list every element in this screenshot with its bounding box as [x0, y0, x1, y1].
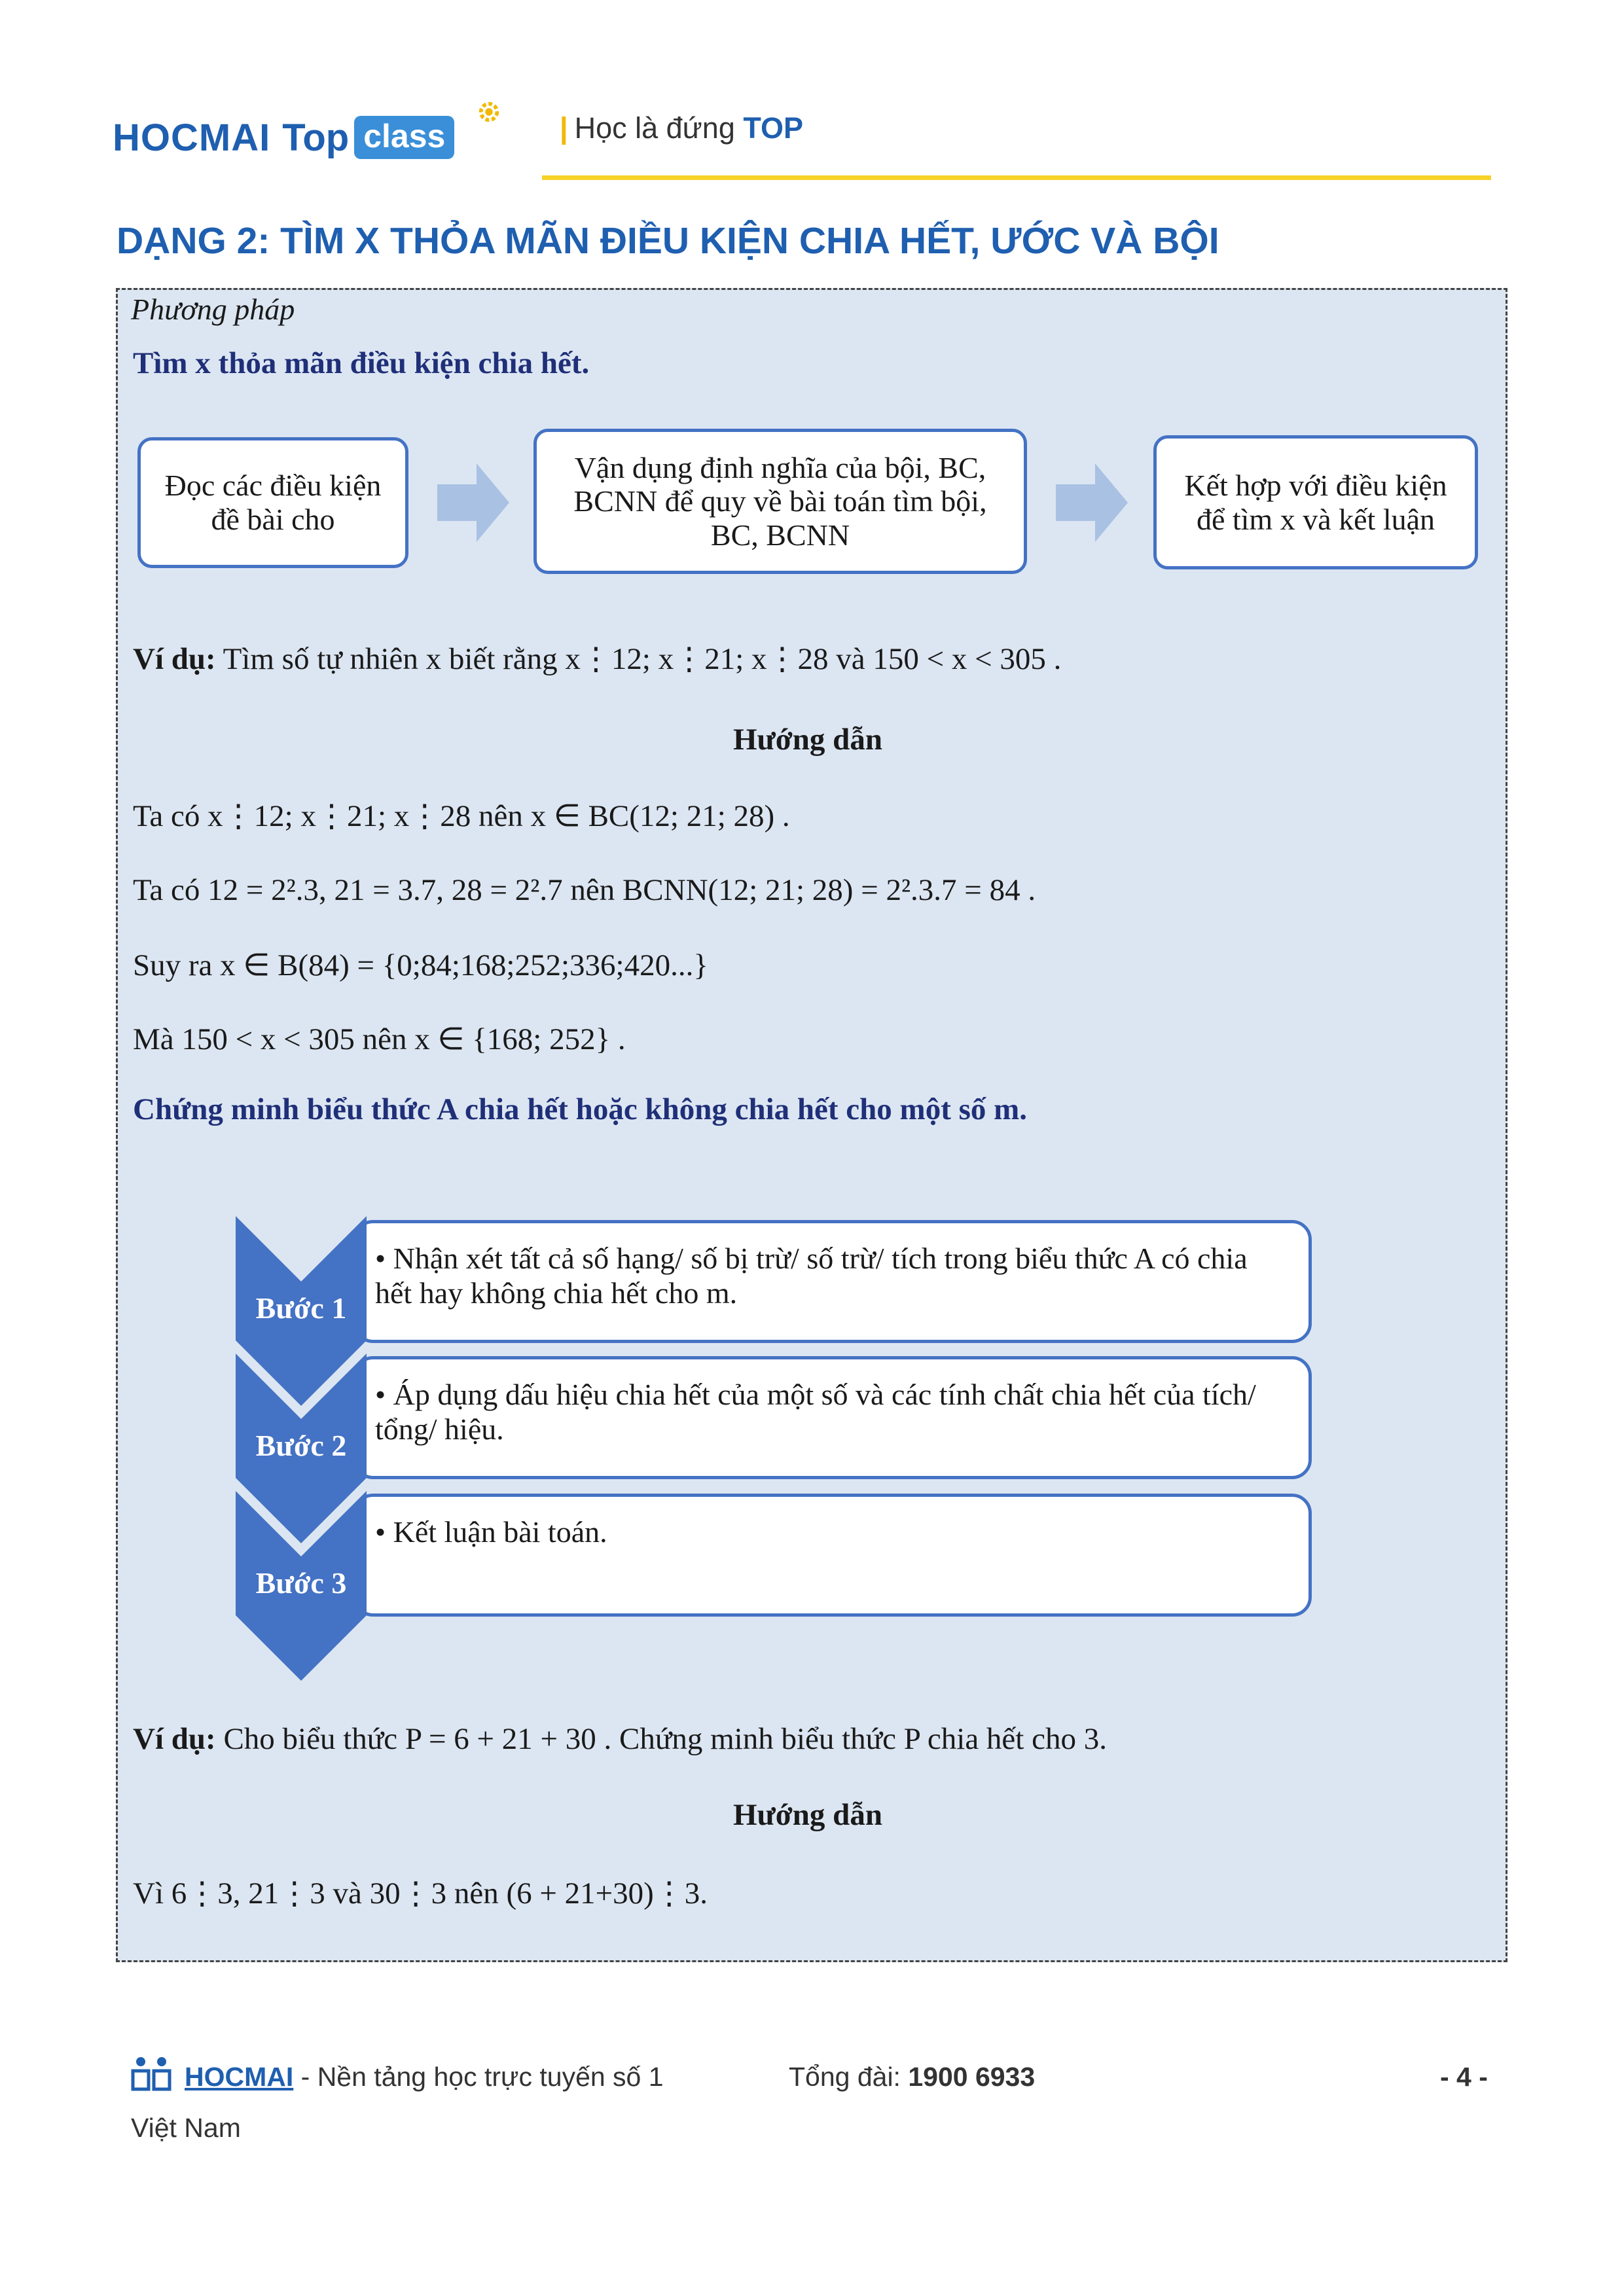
- flow-step-2: [533, 429, 1027, 574]
- flow-step-2-text: Vận dụng định nghĩa của bội, BC, BCNN để quy về bài toán tìm bội, BC, BCNN: [573, 450, 987, 552]
- page-number: - 4 -: [1440, 2062, 1488, 2092]
- section1-heading: Tìm x thỏa mãn điều kiện chia hết.: [133, 346, 590, 380]
- section2-heading: Chứng minh biểu thức A chia hết hoặc không chia hết cho một số m.: [133, 1092, 1028, 1126]
- hotline-label: Tổng đài:: [789, 2062, 909, 2092]
- logo-class-text: class: [354, 116, 454, 159]
- footer-slogan-line2: Việt Nam: [131, 2113, 241, 2143]
- hotline-number: 1900 6933: [908, 2062, 1036, 2092]
- footer-brand-line: [185, 2062, 664, 2092]
- logo-hocmai-text: HOCMAI: [113, 116, 271, 159]
- solution2: Vì 6⋮3, 21⋮3 và 30⋮3 nên (6 + 21+30)⋮3.: [133, 1876, 708, 1910]
- flow-step-3: [1153, 435, 1478, 569]
- tagline-top: TOP: [743, 111, 804, 145]
- header-tagline: [560, 111, 803, 145]
- solution1-line-1: Ta có x⋮12; x⋮21; x⋮28 nên x ∈ BC(12; 21; 28) .: [133, 799, 790, 833]
- method-label: Phương pháp: [131, 293, 295, 326]
- header-divider-line: [542, 175, 1491, 180]
- hocmai-topclass-logo: [113, 105, 454, 170]
- guide-label-2: Hướng dẫn: [733, 1798, 882, 1832]
- step-1-card: [353, 1220, 1312, 1343]
- footer-brand-link[interactable]: HOCMAI: [185, 2062, 294, 2092]
- hocmai-small-logo-icon: [129, 2055, 176, 2094]
- example2-label: Ví dụ:: [133, 1722, 216, 1756]
- arrow-right-icon: [437, 463, 509, 542]
- step-2-label: Bước 2: [255, 1429, 347, 1462]
- guide-label-1: Hướng dẫn: [733, 723, 882, 757]
- footer-slogan: - Nền tảng học trực tuyến số 1: [293, 2062, 664, 2092]
- example1-text: Tìm số tự nhiên x biết rằng x⋮12; x⋮21; x⋮28 và 150 < x < 305 .: [223, 642, 1062, 676]
- step-2-text: • Áp dụng dấu hiệu chia hết của một số và các tính chất chia hết của tích/ tổng/ hiệu.: [375, 1378, 1256, 1446]
- flow-step-1: [137, 437, 408, 568]
- example1-label: Ví dụ:: [133, 642, 216, 676]
- example2-text: Cho biểu thức P = 6 + 21 + 30 . Chứng minh biểu thức P chia hết cho 3.: [223, 1722, 1107, 1756]
- footer-hotline: [789, 2062, 1035, 2092]
- flow-step-1-text: Đọc các điều kiện đề bài cho: [164, 469, 382, 536]
- example1: [133, 643, 1061, 677]
- logo-top-text: Top: [282, 116, 350, 159]
- solution1-line-3: Suy ra x ∈ B(84) = {0;84;168;252;336;420...}: [133, 948, 708, 982]
- arrow-right-icon: [1056, 463, 1128, 542]
- tagline-text: Học là đứng: [574, 111, 735, 145]
- step-3-card: [353, 1494, 1312, 1617]
- example2: [133, 1723, 1107, 1757]
- tagline-divider: |: [560, 111, 568, 145]
- step-1-text: • Nhận xét tất cả số hạng/ số bị trừ/ số trừ/ tích trong biểu thức A có chia hết hay không chia hết cho m.: [375, 1242, 1248, 1310]
- page-title: DẠNG 2: TÌM X THỎA MÃN ĐIỀU KIỆN CHIA HẾT, ƯỚC VÀ BỘI: [117, 220, 1219, 262]
- flow-step-3-text: Kết hợp với điều kiện để tìm x và kết luận: [1184, 468, 1447, 536]
- step-3-text: • Kết luận bài toán.: [375, 1515, 607, 1549]
- step-3-label: Bước 3: [255, 1566, 347, 1600]
- solution1-line-4: Mà 150 < x < 305 nên x ∈ {168; 252} .: [133, 1022, 626, 1056]
- step-2-card: [353, 1356, 1312, 1479]
- step-1-label: Bước 1: [255, 1291, 347, 1325]
- gear-icon: [477, 99, 501, 124]
- solution1-line-2: Ta có 12 = 2².3, 21 = 3.7, 28 = 2².7 nên BCNN(12; 21; 28) = 2².3.7 = 84 .: [133, 873, 1036, 907]
